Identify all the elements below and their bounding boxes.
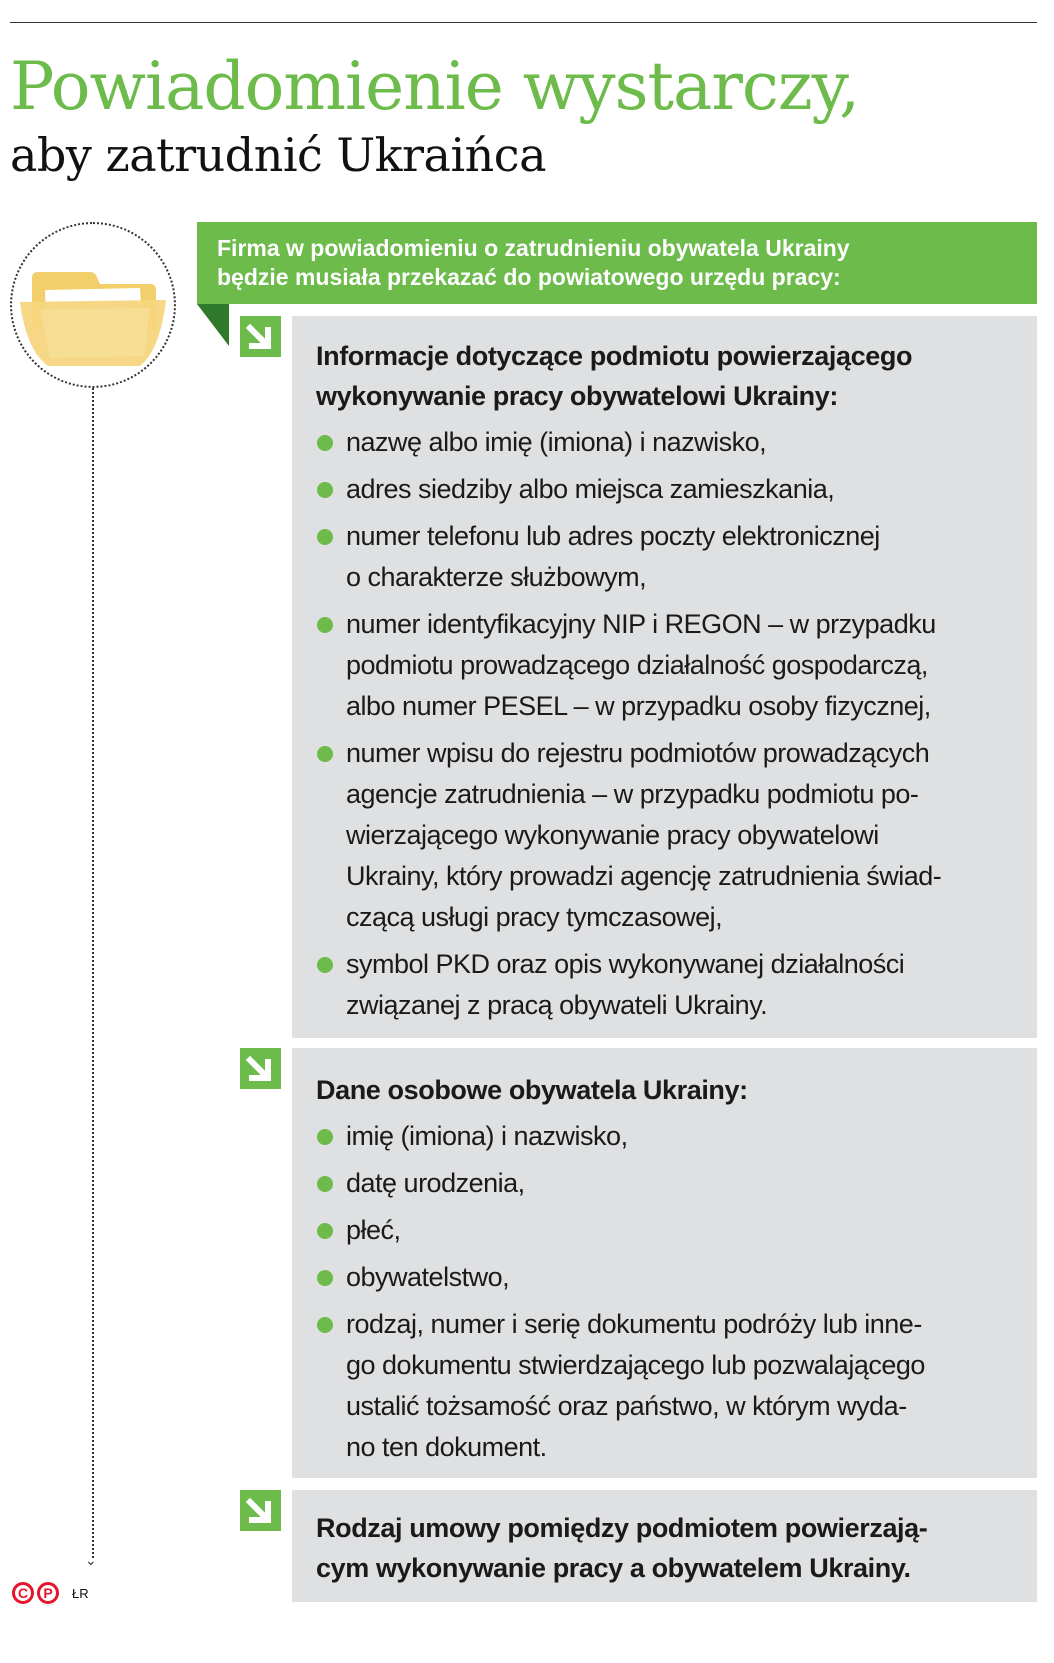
item-line: datę urodzenia,: [346, 1168, 525, 1198]
item-line: no ten dokument.: [346, 1432, 547, 1462]
item-line: rodzaj, numer i serię dokumentu podróży lub inne-: [346, 1309, 922, 1339]
list-item: [316, 516, 1017, 598]
bullet-icon: [317, 482, 333, 498]
item-line: symbol PKD oraz opis wykonywanej działalności: [346, 949, 905, 979]
item-line: czącą usługi pracy tymczasowej,: [346, 902, 723, 932]
item-line: numer wpisu do rejestru podmiotów prowadzących: [346, 738, 930, 768]
item-line: numer telefonu lub adres poczty elektronicznej: [346, 521, 880, 551]
item-line: nazwę albo imię (imiona) i nazwisko,: [346, 427, 767, 457]
bullet-icon: [317, 746, 333, 762]
list-item: [316, 944, 1017, 1026]
folder-icon: [20, 270, 166, 370]
list-item: [316, 1210, 1017, 1251]
item-line: imię (imiona) i nazwisko,: [346, 1121, 628, 1151]
bullet-icon: [317, 1129, 333, 1145]
heading-line: cym wykonywanie pracy a obywatelem Ukrainy.: [316, 1553, 911, 1583]
bullet-icon: [317, 1270, 333, 1286]
author-credit: ŁR: [72, 1585, 89, 1601]
footer-credits: [12, 1582, 89, 1604]
timeline-dotted-line: [92, 388, 94, 1558]
heading-line: Informacje dotyczące podmiotu powierzającego: [316, 341, 913, 371]
item-line: ustalić tożsamość oraz państwo, w którym wyda-: [346, 1391, 907, 1421]
section-box: [292, 1048, 1037, 1478]
item-line: wierzającego wykonywanie pracy obywatelowi: [346, 820, 879, 850]
item-line: obywatelstwo,: [346, 1262, 510, 1292]
section-box: [292, 1490, 1037, 1602]
top-rule: [10, 22, 1037, 23]
bullet-icon: [317, 617, 333, 633]
bullet-icon: [317, 1176, 333, 1192]
banner-line: Firma w powiadomieniu o zatrudnieniu obywatela Ukrainy: [217, 235, 850, 261]
item-line: o charakterze służbowym,: [346, 562, 647, 592]
chevron-down-icon: ⌄: [85, 1552, 97, 1568]
section-heading: [316, 1070, 1017, 1110]
bullet-icon: [317, 1223, 333, 1239]
arrow-down-right-icon: [240, 1048, 281, 1089]
item-line: albo numer PESEL – w przypadku osoby fizycznej,: [346, 691, 931, 721]
list-item: [316, 1304, 1017, 1468]
section-box: [292, 316, 1037, 1038]
subtitle: aby zatrudnić Ukraińca: [10, 128, 546, 182]
heading-line: Dane osobowe obywatela Ukrainy:: [316, 1075, 748, 1105]
bullet-icon: [317, 435, 333, 451]
arrow-down-right-icon: [240, 1490, 281, 1531]
item-line: agencje zatrudnienia – w przypadku podmiotu po-: [346, 779, 919, 809]
intro-banner: [197, 222, 1037, 304]
copyright-icon: C: [12, 1582, 34, 1604]
item-line: płeć,: [346, 1215, 401, 1245]
list-item: [316, 1116, 1017, 1157]
phonogram-icon: P: [37, 1582, 59, 1604]
item-line: podmiotu prowadzącego działalność gospodarczą,: [346, 650, 928, 680]
list-item: [316, 1257, 1017, 1298]
bullet-icon: [317, 529, 333, 545]
heading-line: Rodzaj umowy pomiędzy podmiotem powierzają-: [316, 1513, 928, 1543]
arrow-down-right-icon: [240, 316, 281, 357]
heading-line: wykonywanie pracy obywatelowi Ukrainy:: [316, 381, 838, 411]
banner-line: będzie musiała przekazać do powiatowego urzędu pracy:: [217, 264, 841, 290]
list-item: [316, 1163, 1017, 1204]
title: Powiadomienie wystarczy,: [10, 48, 860, 125]
list-item: [316, 604, 1017, 727]
item-line: związanej z pracą obywateli Ukrainy.: [346, 990, 768, 1020]
section-heading: [316, 336, 1017, 416]
list-item: [316, 733, 1017, 938]
item-line: numer identyfikacyjny NIP i REGON – w przypadku: [346, 609, 936, 639]
item-line: adres siedziby albo miejsca zamieszkania,: [346, 474, 835, 504]
list-item: [316, 469, 1017, 510]
section-heading: [316, 1508, 1017, 1588]
bullet-icon: [317, 957, 333, 973]
bullet-icon: [317, 1317, 333, 1333]
banner-fold: [197, 304, 229, 346]
item-line: Ukrainy, który prowadzi agencję zatrudnienia świad-: [346, 861, 942, 891]
item-line: go dokumentu stwierdzającego lub pozwalającego: [346, 1350, 925, 1380]
list-item: [316, 422, 1017, 463]
